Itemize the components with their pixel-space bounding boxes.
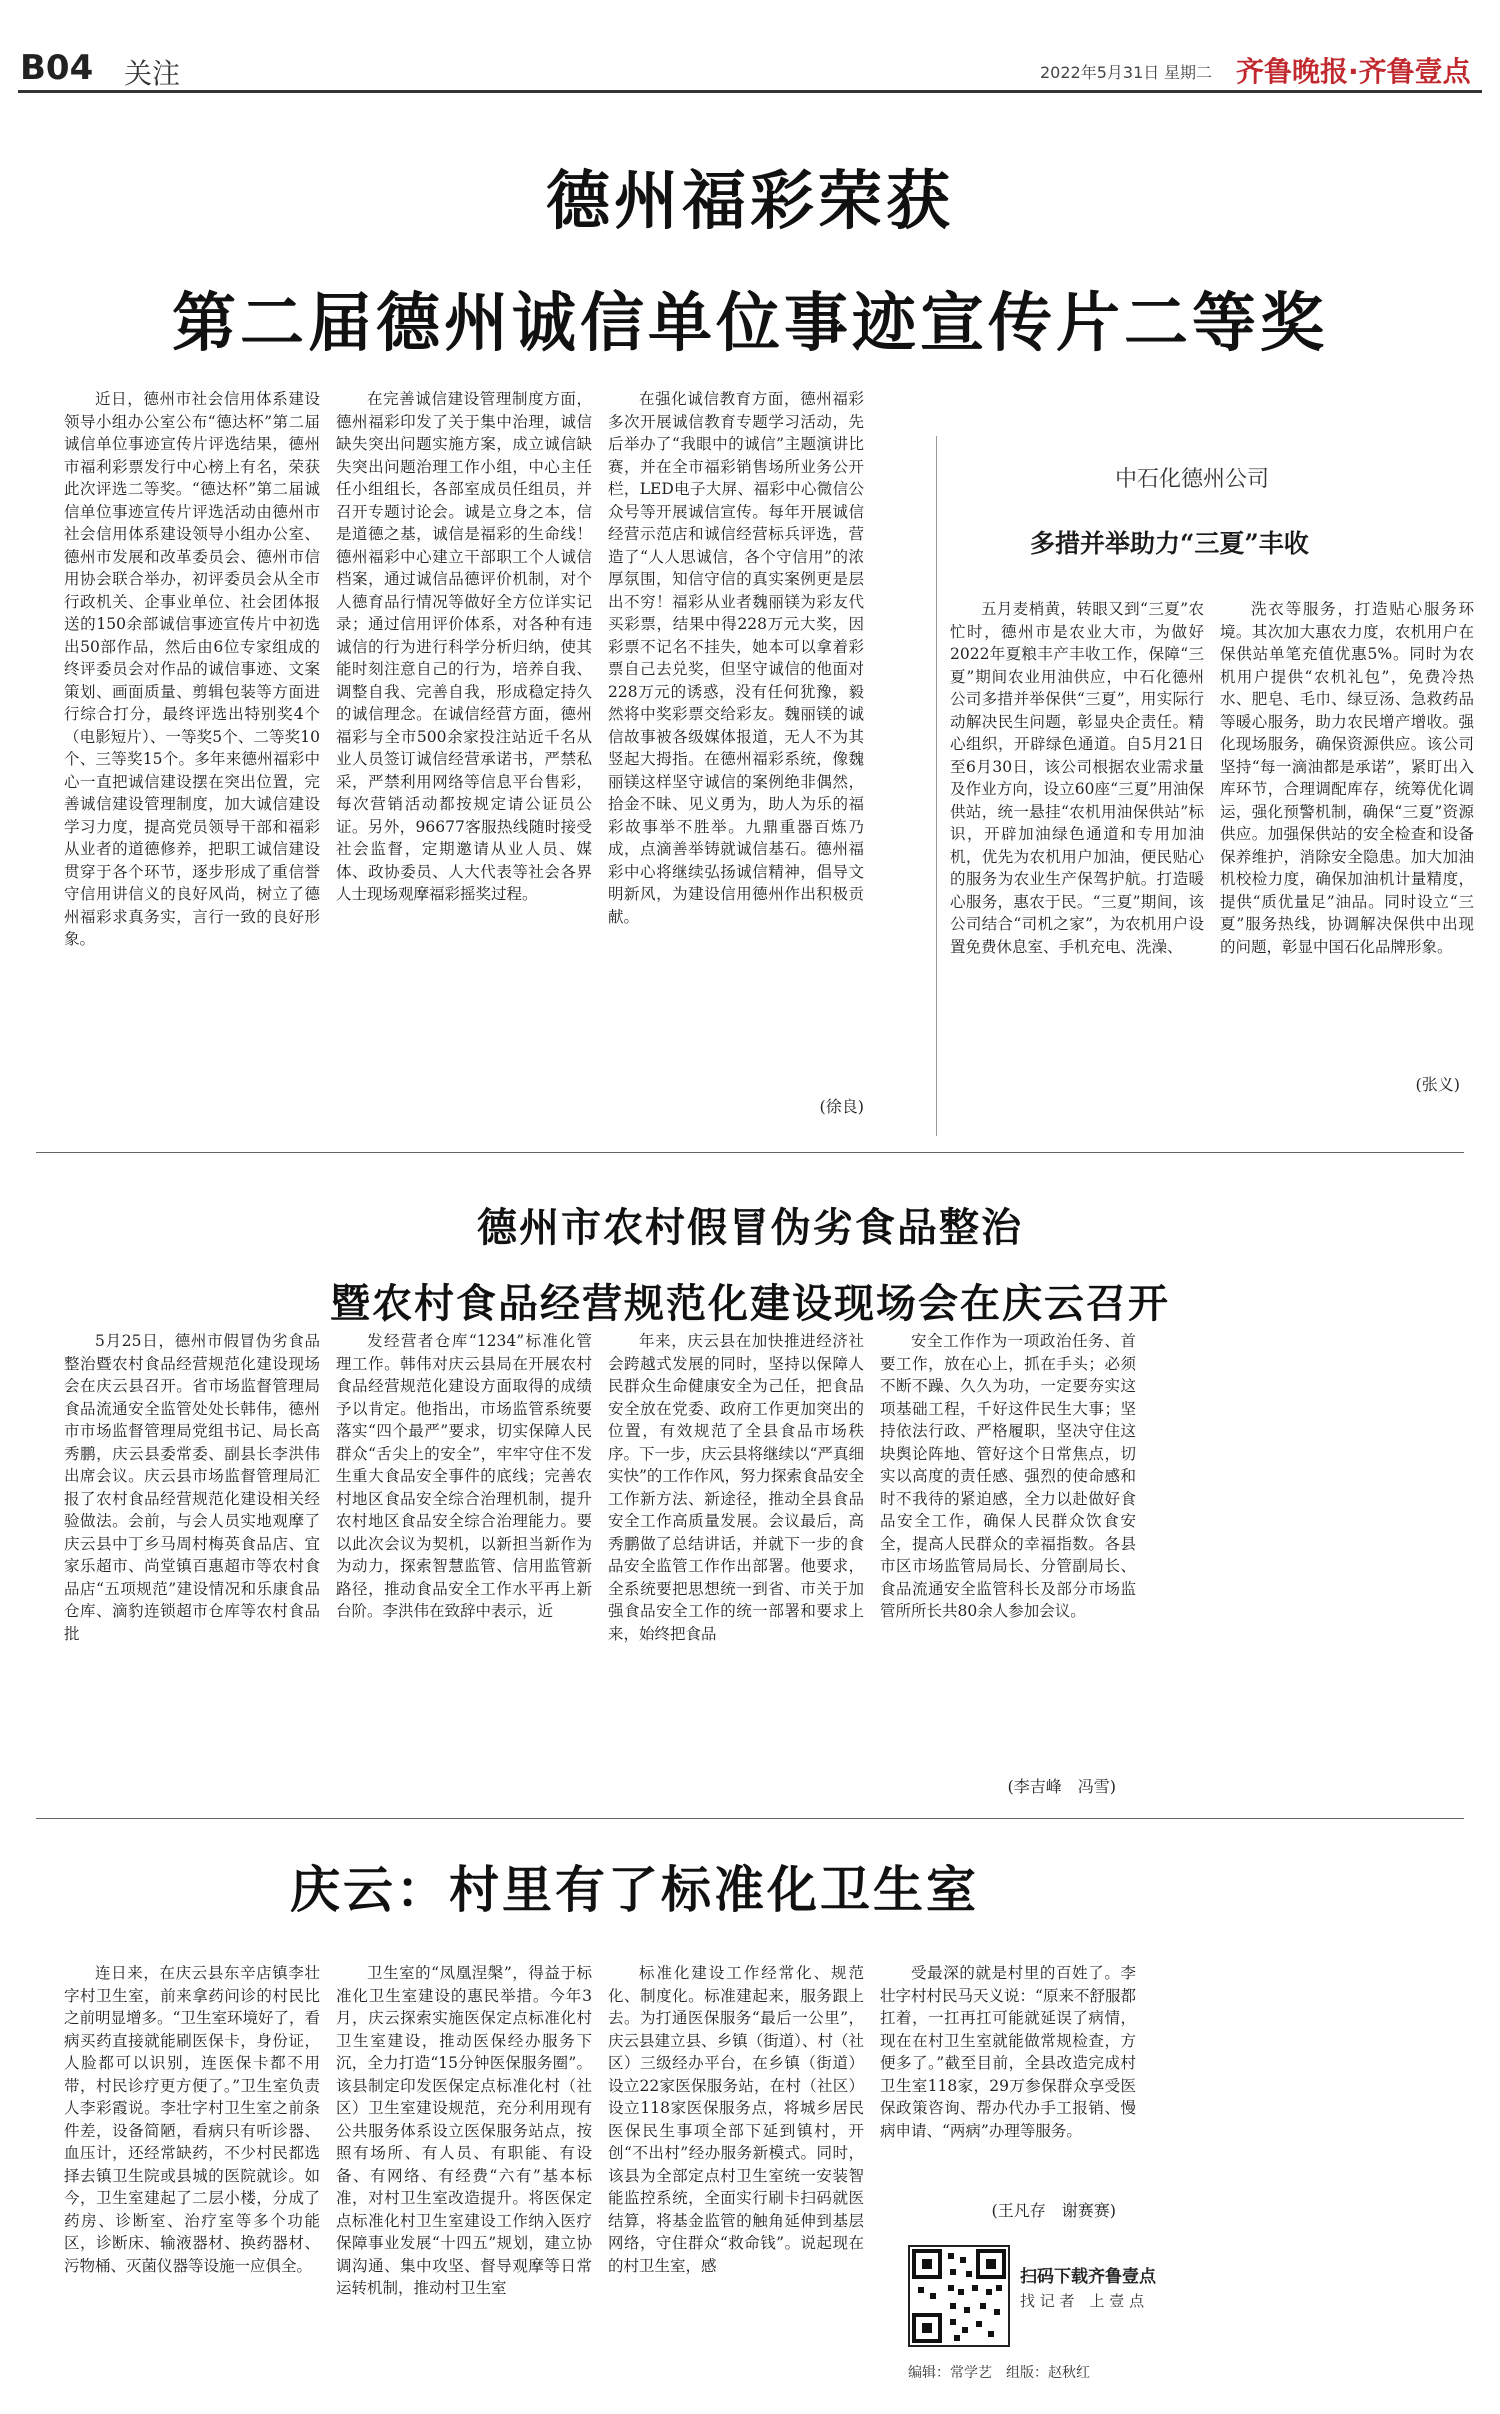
qr-code[interactable] [908, 2245, 1010, 2347]
qr-slogan: 找 记 者 上 壹 点 [1020, 2292, 1145, 2310]
article1-column-3: 在强化诚信教育方面，德州福彩多次开展诚信教育专题学习活动，先后举办了“我眼中的诚信”主题演讲比赛，并在全市福彩销售场所业务公开栏，LED电子大屏、福彩中心微信公众号等开展诚信宣传。每年开展诚信经营示范店和诚信经营标兵评选，营造了“人人思诚信，各个守信用”的浓厚氛围，知信守信的真实案例更是层出不穷！福彩从业者魏丽镁为彩友代买彩票，结果中得228万元大奖，因彩票不记名不挂失，她本可以拿着彩票自己去兑奖，但坚守诚信的他面对228万元的诱惑，没有任何犹豫，毅然将中奖彩票交给彩友。魏丽镁的诚信故事被各级媒体报道，无人不为其竖起大拇指。在德州福彩系统，像魏丽镁这样坚守诚信的案例绝非偶然，拾金不昧、见义勇为，助人为乐的福彩故事举不胜举。九鼎重器百炼乃成，点滴善举铸就诚信基石。德州福彩中心将继续弘扬诚信精神，倡导文明新风，为建设信用德州作出积极贡献。 [608, 390, 864, 926]
editor-credits: 编辑：常学艺 组版：赵秋红 [908, 2365, 1090, 2381]
article3-column-1: 连日来，在庆云县东辛店镇李壮字村卫生室，前来拿药问诊的村民比之前明显增多。“卫生室环境好了，看病买药直接就能刷医保卡，身份证，人脸都可以识别，连医保卡都不用带，村民诊疗更方便了。”卫生室负责人李彩霞说。李壮字村卫生室之前条件差，设备简陋，看病只有听诊器、血压计，还经常缺药，不少村民都选择去镇卫生院或县城的医院就诊。如今，卫生室建起了二层小楼，分成了药房、诊断室、治疗室等多个功能区，诊断床、输液器材、换药器材、污物桶、灭菌仪器等设施一应俱全。 [64, 1964, 320, 2275]
sidebar-kicker: 中石化德州公司 [1115, 467, 1270, 492]
sidebar-byline: (张义) [1415, 1075, 1460, 1094]
article1-column-2: 在完善诚信建设管理制度方面，德州福彩印发了关于集中治理，诚信缺失突出问题实施方案，成立诚信缺失突出问题治理工作小组，中心主任任小组组长，各部室成员任组员，并召开专题讨论会。诚是立身之本，信是道德之基，诚信是福彩的生命线！德州福彩中心建立干部职工个人诚信档案，通过诚信品德评价机制，对个人德育品行情况等做好全方位详实记录；通过信用评价体系，对各种有违诚信的行为进行科学分析归纳，使其能时刻注意自己的行为，培养自我、调整自我、完善自我，形成稳定持久的诚信理念。在诚信经营方面，德州福彩与全市500余家投注站近千名从业人员签订诚信经营承诺书，严禁私采，严禁利用网络等信息平台售彩，每次营销活动都按规定请公证员公证。另外，96677客服热线随时接受社会监督，定期邀请从业人员、媒体、政协委员、人大代表等社会各界人士现场观摩福彩摇奖过程。 [336, 390, 592, 903]
article2-column-4: 安全工作作为一项政治任务、首要工作，放在心上，抓在手头；必须不断不躁、久久为功，一定要夯实这项基础工程，千好这件民生大事；坚持依法行政、严格履职，坚决守住这块舆论阵地、管好这个日常焦点，切实以高度的责任感、强烈的使命感和时不我待的紧迫感，全力以赴做好食品安全工作，确保人民群众饮食安全，提高人民群众的幸福指数。各县市区市场监管局局长、分管副局长、食品流通安全监管科长及部分市场监管所所长共80余人参加会议。 [880, 1332, 1136, 1620]
issue-date: 2022年5月31日 [1040, 63, 1160, 82]
section-divider-1 [36, 1152, 1464, 1153]
article2-headline-line2: 暨农村食品经营规范化建设现场会在庆云召开 [330, 1280, 1170, 1327]
article1-headline-line2: 第二届德州诚信单位事迹宣传片二等奖 [172, 286, 1328, 361]
section-label: 关注 [124, 57, 181, 90]
page-number: B04 [20, 48, 94, 88]
issue-weekday: 星期二 [1164, 63, 1213, 82]
article1-byline: (徐良) [819, 1097, 864, 1116]
header-rule [18, 90, 1482, 93]
section-divider-2 [36, 1818, 1464, 1819]
article2-byline: (李吉峰 冯雪) [1007, 1777, 1116, 1796]
article2-column-3: 年来，庆云县在加快推进经济社会跨越式发展的同时，坚持以保障人民群众生命健康安全为己任，把食品安全放在党委、政府工作更加突出的位置，有效规范了全县食品市场秩序。下一步，庆云县将继续以“严真细实快”的工作作风，努力探索食品安全工作新方法、新途径，推动全县食品安全工作高质量发展。会议最后，高秀鹏做了总结讲话，并就下一步的食品安全监管工作作出部署。他要求，全系统要把思想统一到省、市关于加强食品安全工作的统一部署和要求上来，始终把食品 [608, 1332, 864, 1643]
article2-column-1: 5月25日，德州市假冒伪劣食品整治暨农村食品经营规范化建设现场会在庆云县召开。省市场监督管理局食品流通安全监管处处长韩伟，德州市市场监督管理局党组书记、局长高秀鹏，庆云县委常委、副县长李洪伟出席会议。庆云县市场监督管理局汇报了农村食品经营规范化建设相关经验做法。会前，与会人员实地观摩了庆云县中丁乡马周村梅英食品店、宜家乐超市、尚堂镇百惠超市等农村食品店“五项规范”建设情况和乐康食品仓库、滴豹连锁超市仓库等农村食品批 [64, 1332, 320, 1643]
brand-logo: 齐鲁晚报·齐鲁壹点 [1236, 55, 1471, 88]
article1-headline-line1: 德州福彩荣获 [546, 164, 954, 239]
article2-headline-line1: 德州市农村假冒伪劣食品整治 [477, 1204, 1023, 1251]
article1-column-1: 近日，德州市社会信用体系建设领导小组办公室公布“德达杯”第二届诚信单位事迹宣传片评选结果，德州市福利彩票发行中心榜上有名，荣获此次评选二等奖。“德达杯”第二届诚信单位事迹宣传片评选活动由德州市社会信用体系建设领导小组办公室、德州市发展和改革委员会、德州市信用协会联合举办，初评委员会从全市行政机关、企事业单位、社会团体报送的150余部诚信事迹宣传片中初选出50部作品，然后由6位专家组成的终评委员会对作品的诚信事迹、文案策划、画面质量、剪辑包装等方面进行综合打分，最终评选出特别奖4个（电影短片）、一等奖5个、二等奖10个、三等奖15个。多年来德州福彩中心一直把诚信建设摆在突出位置，完善诚信建设管理制度，加大诚信建设学习力度，提高党员领导干部和福彩从业者的道德修养，把职工诚信建设贯穿于各个环节，逐步形成了重信誉守信用讲信义的良好风尚，树立了德州福彩求真务实，言行一致的良好形象。 [64, 390, 320, 948]
sidebar-column-1: 五月麦梢黄，转眼又到“三夏”农忙时，德州市是农业大市，为做好2022年夏粮丰产丰收工作，保障“三夏”期间农业用油供应，中石化德州公司多措并举保供“三夏”，用实际行动解决民生问题，彰显央企责任。精心组织，开辟绿色通道。自5月21日至6月30日，该公司根据农业需求量及作业方向，设立60座“三夏”用油保供站，统一悬挂“农机用油保供站”标识，开辟加油绿色通道和专用加油机，优先为农机用户加油，便民贴心的服务为农业生产保驾护航。打造暖心服务，惠农于民。“三夏”期间，该公司结合“司机之家”，为农机用户设置免费休息室、手机充电、洗澡、 [950, 600, 1204, 956]
article3-column-2: 卫生室的“凤凰涅槃”，得益于标准化卫生室建设的惠民举措。今年3月，庆云探索实施医保定点标准化村卫生室建设，推动医保经办服务下沉，全力打造“15分钟医保服务圈”。该县制定印发医保定点标准化村（社区）卫生室建设规范，充分利用现有公共服务体系设立医保服务站点，按照有场所、有人员、有职能、有设备、有网络、有经费“六有”基本标准，对村卫生室改造提升。将医保定点标准化村卫生室建设工作纳入医疗保障事业发展“十四五”规划，建立协调沟通、集中攻坚、督导观摩等日常运转机制，推动村卫生室 [336, 1964, 592, 2297]
article3-byline: (王凡存 谢赛赛) [991, 2201, 1116, 2220]
article3-column-3: 标准化建设工作经常化、规范化、制度化。标准建起来，服务跟上去。为打通医保服务“最后一公里”，庆云县建立县、乡镇（街道）、村（社区）三级经办平台，在乡镇（街道）设立22家医保服务站，在村（社区）设立118家医保服务点，将城乡居民医保民生事项全部下延到镇村，开创“不出村”经办服务新模式。同时，该县为全部定点村卫生室统一安装智能监控系统，全面实行刷卡扫码就医结算，将基金监管的触角延伸到基层网络，守住群众“救命钱”。说起现在的村卫生室，感 [608, 1964, 864, 2275]
article2-column-2: 发经营者仓库“1234”标准化管理工作。韩伟对庆云县局在开展农村食品经营规范化建设方面取得的成绩予以肯定。他指出，市场监管系统要落实“四个最严”要求，切实保障人民群众“舌尖上的安全”，牢牢守住不发生重大食品安全事件的底线；完善农村地区食品安全综合治理机制，提升农村地区食品安全综合治理能力。要以此次会议为契机，以新担当新作为为动力，探索智慧监管、信用监管新路径，推动食品安全工作水平再上新台阶。李洪伟在致辞中表示，近 [336, 1332, 592, 1620]
article3-headline: 庆云：村里有了标准化卫生室 [290, 1860, 979, 1919]
article3-column-4: 受最深的就是村里的百姓了。李壮字村村民马天义说：“原来不舒服都扛着，一扛再扛可能就延误了病情，现在在村卫生室就能做常规检查，方便多了。”截至目前，全县改造完成村卫生室118家，29万参保群众享受医保政策咨询、帮办代办手工报销、慢病申请、“两病”办理等服务。 [880, 1964, 1136, 2140]
qr-download-label: 扫码下载齐鲁壹点 [1020, 2267, 1156, 2287]
sidebar-column-2: 洗衣等服务，打造贴心服务环境。其次加大惠农力度，农机用户在保供站单笔充值优惠5%。同时为农机用户提供“农机礼包”，免费冷热水、肥皂、毛巾、绿豆汤、急救药品等暖心服务，助力农民增产增收。强化现场服务，确保资源供应。该公司坚持“每一滴油都是承诺”，紧盯出入库环节，合理调配库存，统筹优化调运，强化预警机制，确保“三夏”资源供应。加强保供站的安全检查和设备保养维护，消除安全隐患。加大加油机校检力度，确保加油机计量精度，提供“质优量足”油品。同时设立“三夏”服务热线，协调解决保供中出现的问题，彰显中国石化品牌形象。 [1220, 600, 1474, 956]
sidebar-title: 多措并举助力“三夏”丰收 [1030, 529, 1309, 558]
